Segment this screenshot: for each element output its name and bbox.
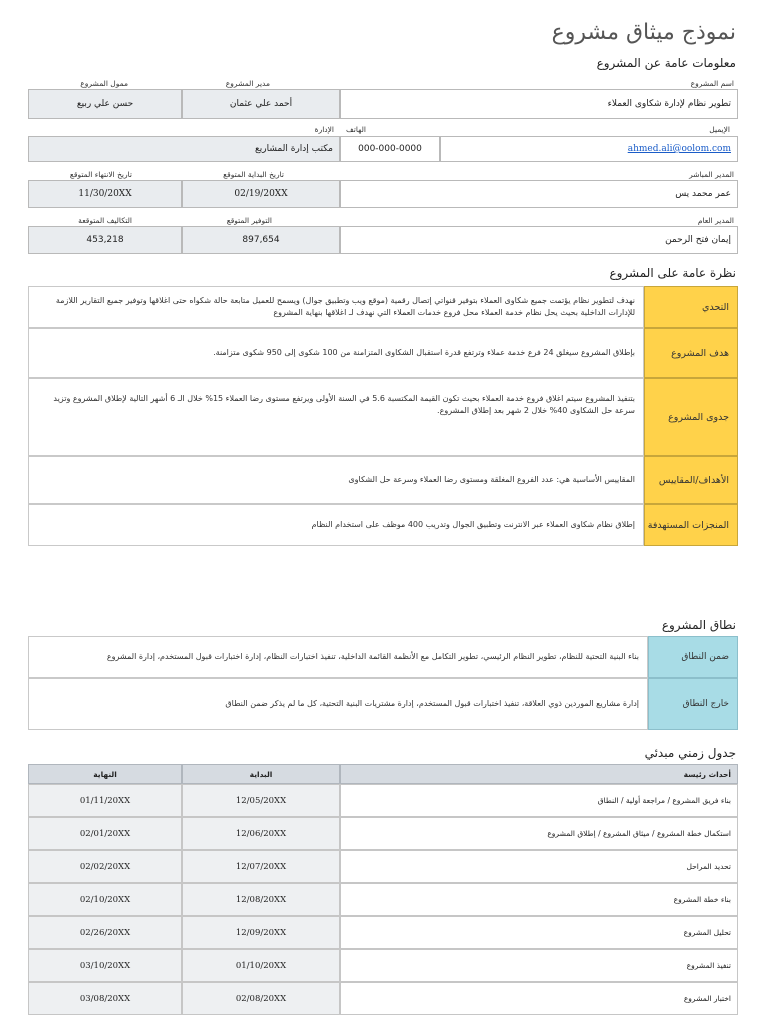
timeline-row-end: 02/26/20XX: [28, 916, 182, 949]
scope-heading: نطاق المشروع: [661, 618, 736, 632]
savings-label: التوفير المتوقع: [226, 216, 272, 225]
timeline-row-end: 03/08/20XX: [28, 982, 182, 1015]
end-label: تاريخ الانتهاء المتوقع: [69, 170, 132, 179]
timeline-row-end: 02/10/20XX: [28, 883, 182, 916]
timeline-row-start: 12/09/20XX: [182, 916, 340, 949]
timeline-row-start: 02/08/20XX: [182, 982, 340, 1015]
cost-label: التكاليف المتوقعة: [78, 216, 132, 225]
email-label: الإيميل: [709, 125, 730, 134]
overview-label-metrics: الأهداف/المقاييس: [644, 456, 738, 504]
sponsor-value: حسن علي ربيع: [28, 89, 182, 119]
timeline-header-start: البداية: [182, 764, 340, 784]
timeline-row-start: 12/05/20XX: [182, 784, 340, 817]
overview-text-challenge: نهدف لتطوير نظام يؤتمت جميع شكاوى العملاء بتوفير قنواتي إتصال رقمية (موقع ويب وتطبيق جوال) ويسمح للعميل متابعة حالة شكواه حتى اغلاقها وتوفير جميع التقارير اللازمة للإدارات الداخلية بحيث يحل نظام خدمة العملاء محل فروع خدمات العملاء التي نهدف لـ اغلاقها بنهاية المشروع: [28, 286, 644, 328]
scope-label-in: ضمن النطاق: [648, 636, 738, 678]
scope-text-out: إدارة مشاريع الموردين ذوي العلاقة، تنفيذ اختبارات قبول المستخدم، إدارة مشتريات البنية التحتية، كل ما لم يذكر ضمن النطاق: [28, 678, 648, 730]
start-value: 02/19/20XX: [182, 180, 340, 208]
overview-label-goal: هدف المشروع: [644, 328, 738, 378]
manager-value: أحمد علي عثمان: [182, 89, 340, 119]
timeline-row-event: اختبار المشروع: [340, 982, 738, 1015]
cost-value: 453,218: [28, 226, 182, 254]
sponsor-label: ممول المشروع: [80, 79, 128, 88]
timeline-row-end: 01/11/20XX: [28, 784, 182, 817]
direct-manager-label: المدير المباشر: [689, 170, 734, 179]
overview-text-metrics: المقاييس الأساسية هي: عدد الفروع المغلقة ومستوى رضا العملاء وسرعة حل الشكاوى: [28, 456, 644, 504]
timeline-row-event: تحديد المراحل: [340, 850, 738, 883]
timeline-row-event: تحليل المشروع: [340, 916, 738, 949]
dept-label: الإدارة: [314, 125, 334, 134]
timeline-row-end: 02/01/20XX: [28, 817, 182, 850]
timeline-header-end: النهاية: [28, 764, 182, 784]
scope-text-in: بناء البنية التحتية للنظام، تطوير النظام الرئيسي، تطوير التكامل مع الأنظمة القائمة الداخلية، تنفيذ اختبارات النظام، إدارة اختبارات قبول المستخدم، إدارة المشروع: [28, 636, 648, 678]
timeline-row-end: 02/02/20XX: [28, 850, 182, 883]
overview-label-deliverables: المنجزات المستهدفة: [644, 504, 738, 546]
start-label: تاريخ البداية المتوقع: [223, 170, 284, 179]
project-name-value: تطوير نظام لإدارة شكاوى العملاء: [340, 89, 738, 119]
timeline-row-start: 01/10/20XX: [182, 949, 340, 982]
email-link[interactable]: ahmed.ali@oolom.com: [627, 144, 731, 154]
gm-value: إيمان فتح الرحمن: [340, 226, 738, 254]
gm-label: المدير العام: [697, 216, 734, 225]
end-value: 11/30/20XX: [28, 180, 182, 208]
general-heading: معلومات عامة عن المشروع: [596, 56, 736, 70]
savings-value: 897,654: [182, 226, 340, 254]
phone-value: 000-000-0000: [340, 136, 440, 162]
timeline-row-start: 12/08/20XX: [182, 883, 340, 916]
timeline-header-event: أحداث رئيسة: [340, 764, 738, 784]
timeline-row-event: تنفيذ المشروع: [340, 949, 738, 982]
timeline-heading: جدول زمني مبدئي: [644, 746, 736, 760]
page-title: نموذج ميثاق مشروع: [551, 20, 736, 45]
timeline-row-start: 12/07/20XX: [182, 850, 340, 883]
timeline-row-event: بناء خطة المشروع: [340, 883, 738, 916]
email-cell: [440, 136, 738, 162]
timeline-row-end: 03/10/20XX: [28, 949, 182, 982]
overview-text-deliverables: إطلاق نظام شكاوى العملاء عبر الانترنت وتطبيق الجوال وتدريب 400 موظف على استخدام النظام: [28, 504, 644, 546]
project-name-label: اسم المشروع: [690, 79, 734, 88]
timeline-row-event: استكمال خطة المشروع / ميثاق المشروع / إطلاق المشروع: [340, 817, 738, 850]
dept-value: مكتب إدارة المشاريع: [28, 136, 340, 162]
timeline-row-event: بناء فريق المشروع / مراجعة أولية / النطاق: [340, 784, 738, 817]
overview-text-goal: بإطلاق المشروع سيغلق 24 فرع خدمة عملاء وترتفع قدرة استقبال الشكاوى المتزامنة من 100 شكوى إلى 950 شكوى متزامنة.: [28, 328, 644, 378]
direct-manager-value: عمر محمد يس: [340, 180, 738, 208]
scope-label-out: خارج النطاق: [648, 678, 738, 730]
manager-label: مدير المشروع: [225, 79, 270, 88]
overview-label-challenge: التحدي: [644, 286, 738, 328]
overview-text-feasibility: بتنفيذ المشروع سيتم اغلاق فروع خدمة العملاء بحيث تكون القيمة المكتسبة 5.6 في السنة الأولى ويرتفع مستوى رضا العملاء 15% خلال الـ 6 أشهر التالية لإطلاق المشروع وتزيد سرعة حل الشكاوى 40% خلال 2 شهر بعد إطلاق المشروع.: [28, 378, 644, 456]
overview-heading: نظرة عامة على المشروع: [609, 266, 736, 280]
overview-label-feasibility: جدوى المشروع: [644, 378, 738, 456]
phone-label: الهاتف: [346, 125, 366, 134]
timeline-row-start: 12/06/20XX: [182, 817, 340, 850]
